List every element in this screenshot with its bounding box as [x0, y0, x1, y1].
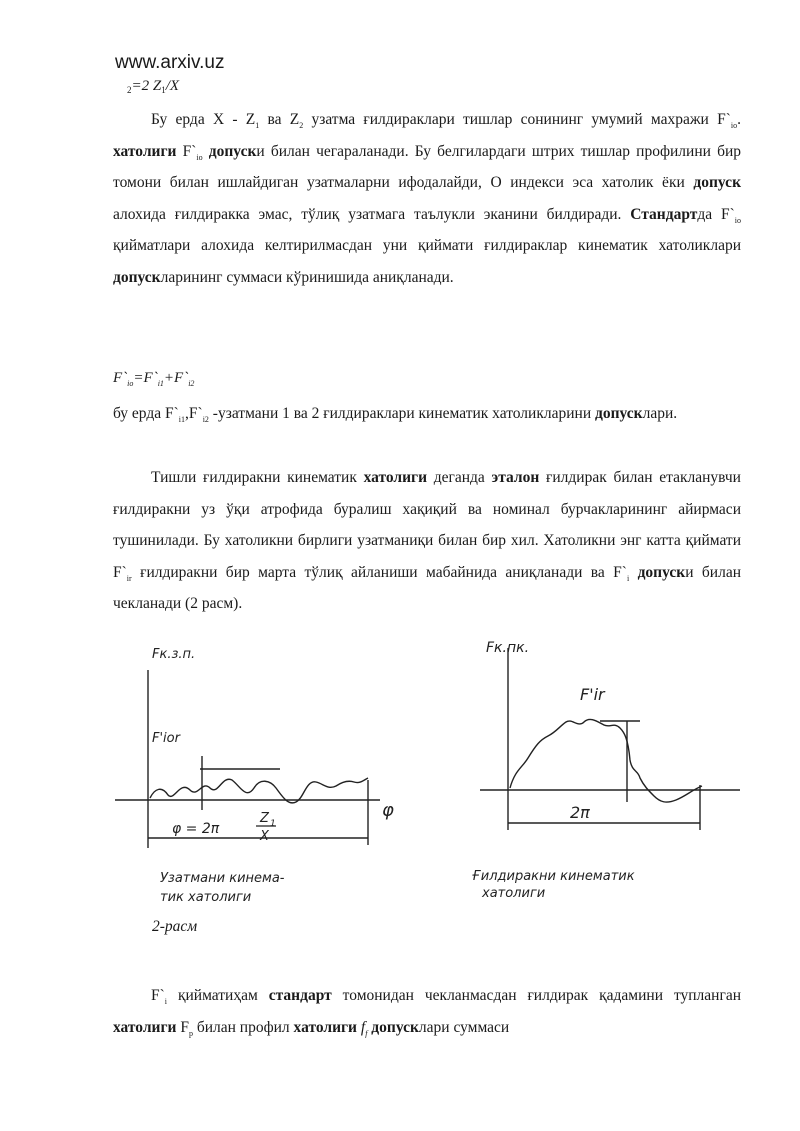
formula-sub2: 1 — [161, 85, 166, 95]
paragraph-4: $F`_i$ қийматиҳам стандарт томонидан чекланмасдан ғилдирак қадамини тупланган хатолиги $F_p$ билан профил хатолиги $f_f$ допусклари суммаси — [113, 987, 742, 1038]
left-frac-num-sub: 1 — [270, 819, 276, 829]
left-frac-den: X — [260, 829, 269, 844]
left-period-label: φ = 2π — [172, 821, 220, 837]
left-caption-1: Узатмани кинема- — [160, 871, 285, 886]
formula-text: =2 Z — [131, 78, 162, 94]
left-caption-2: тик хатолиги — [160, 890, 252, 905]
paragraph-1: Бу ерда X - $Z_1$ ва $Z_2$ узатма ғилдираклари тишлар сонининг умумий махражи $F`_{io}$. хатолиги $F`_{io}$ допуски билан чегараланади. Бу белгилардаги штрих тишлар профилини бир томони билан ишлайдиган узатмаларни ифодалайди, О индекси эса хатолик ёки допуск алохида ғилдиракка эмас, тўлиқ узатмага таълукли эканини билдиради. Стандартда $F`_{io}$ қийматлари алохида келтирилмасдан уни қиймати ғилдираклар кинематик хатоликлари допускларининг суммаси кўринишида аниқланади. — [113, 111, 741, 286]
right-error-label: F'ir — [580, 685, 605, 704]
formula-tail: /X — [165, 78, 180, 94]
right-ylabel: Fк.пк. — [486, 640, 530, 656]
right-period-label: 2π — [570, 803, 590, 822]
figure-2 — [110, 630, 750, 920]
formula-top — [127, 78, 179, 95]
paragraph-2: бу ерда $F`_{i1},F`_{i2}$ -узатмани 1 ва 2 ғилдираклари кинематик хатоликларини допусклари. — [113, 405, 678, 425]
left-graph — [115, 670, 380, 848]
formula-mid: $F`_{io}=F`_{i1}+F`_{i2}$ — [113, 370, 195, 388]
left-ylabel: Fк.з.п. — [152, 647, 196, 662]
right-caption-2: хатолиги — [482, 886, 546, 901]
figure-caption: 2-расм — [152, 918, 198, 935]
right-graph — [480, 648, 740, 830]
left-frac-num: Z — [260, 811, 269, 826]
left-error-label: F'ior — [152, 731, 180, 746]
left-error-curve — [150, 778, 368, 803]
right-caption-1: Ғилдиракни кинематик — [472, 869, 635, 884]
formula-sub: 2 — [127, 85, 132, 95]
paragraph-3: Тишли ғилдиракни кинематик хатолиги деганда эталон ғилдирак билан етакланувчи ғилдиракни уз ўқи атрофида буралиш хақиқий ва номинал бурчакларининг айирмаси тушинилади. Бу хатоликни бирлиги узатманиқи билан бир хил. Хатоликни энг катта қиймати $F`_{ir}$ ғилдиракни бир марта тўлиқ айланиши мабайнида аниқланади ва $F`_i$ допуски билан чекланади (2 расм). — [113, 469, 741, 612]
site-watermark: www.arxiv.uz — [115, 52, 225, 73]
left-xlabel: φ — [382, 800, 394, 821]
